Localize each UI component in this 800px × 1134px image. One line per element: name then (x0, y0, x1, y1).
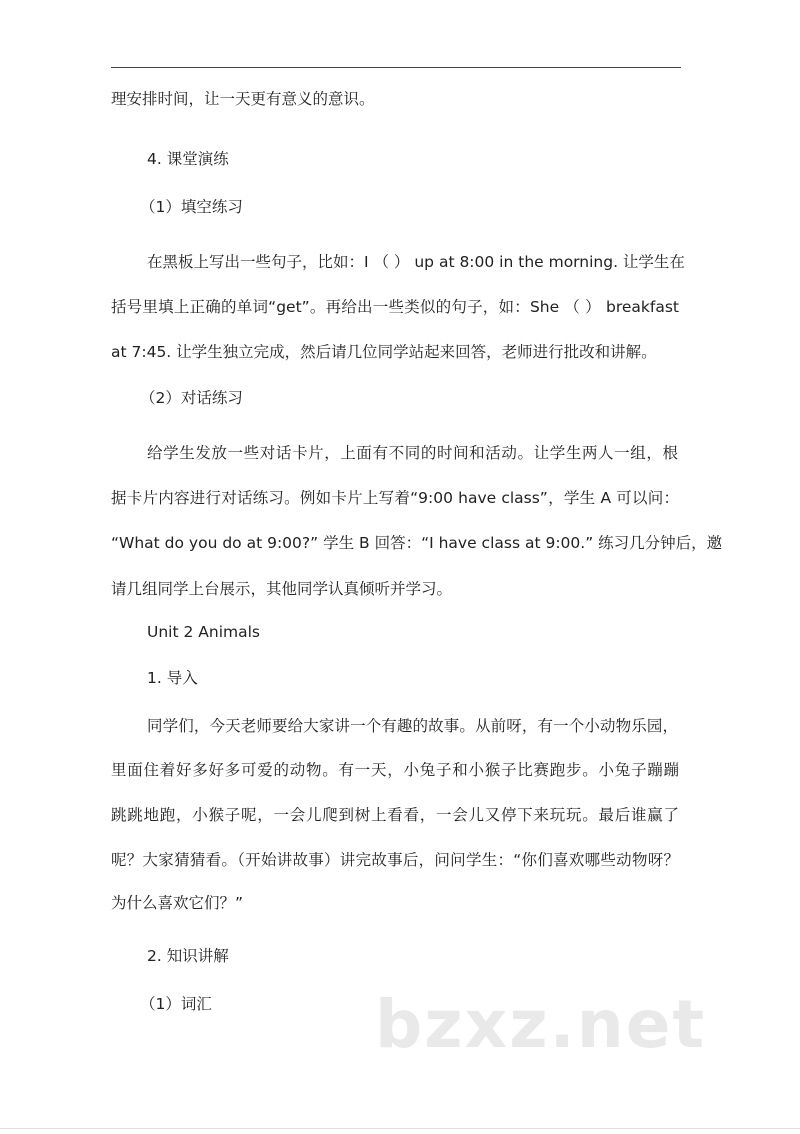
paragraph-line: 给学生发放一些对话卡片，上面有不同的时间和活动。让学生两人一组，根 (147, 444, 678, 462)
unit-heading: Unit 2 Animals (147, 623, 260, 641)
paragraph-line: 据卡片内容进行对话练习。例如卡片上写着“9:00 have class”，学生 A 可以问： (111, 489, 679, 507)
header-rule (111, 67, 681, 68)
paragraph-line-continuation: 理安排时间，让一天更有意义的意识。 (111, 90, 375, 108)
paragraph-line: 跳跳地跑，小猴子呢，一会儿爬到树上看看，一会儿又停下来玩玩。最后谁赢了 (111, 806, 679, 824)
subheading-dialogue-practice: （2）对话练习 (140, 389, 243, 407)
subheading-vocabulary: （1）词汇 (140, 995, 212, 1013)
section-heading-introduction: 1. 导入 (147, 669, 198, 687)
paragraph-line: at 7:45. 让学生独立完成，然后请几位同学站起来回答，老师进行批改和讲解。 (111, 343, 657, 361)
subheading-fill-in-blank: （1）填空练习 (140, 198, 243, 216)
section-heading-classroom-practice: 4. 课堂演练 (147, 150, 229, 168)
paragraph-line: 为什么喜欢它们？” (111, 894, 244, 912)
watermark: bzxz.net (375, 986, 707, 1063)
paragraph-line: 同学们，今天老师要给大家讲一个有趣的故事。从前呀，有一个小动物乐园， (147, 717, 678, 735)
paragraph-line: 在黑板上写出一些句子，比如：I （ ） up at 8:00 in the morning. 让学生在 (147, 253, 685, 271)
paragraph-line: 括号里填上正确的单词“get”。再给出一些类似的句子，如：She （ ） breakfast (111, 298, 679, 316)
paragraph-line: 呢？大家猜猜看。（开始讲故事）讲完故事后，问问学生：“你们喜欢哪些动物呀？ (111, 851, 679, 869)
page-bottom-edge (0, 1128, 800, 1129)
section-heading-knowledge: 2. 知识讲解 (147, 947, 229, 965)
paragraph-line: 请几组同学上台展示，其他同学认真倾听并学习。 (111, 580, 453, 598)
paragraph-line: 里面住着好多好多可爱的动物。有一天，小兔子和小猴子比赛跑步。小兔子蹦蹦 (111, 761, 679, 779)
paragraph-line: “What do you do at 9:00?” 学生 B 回答：“I have class at 9:00.” 练习几分钟后，邀 (111, 534, 723, 552)
